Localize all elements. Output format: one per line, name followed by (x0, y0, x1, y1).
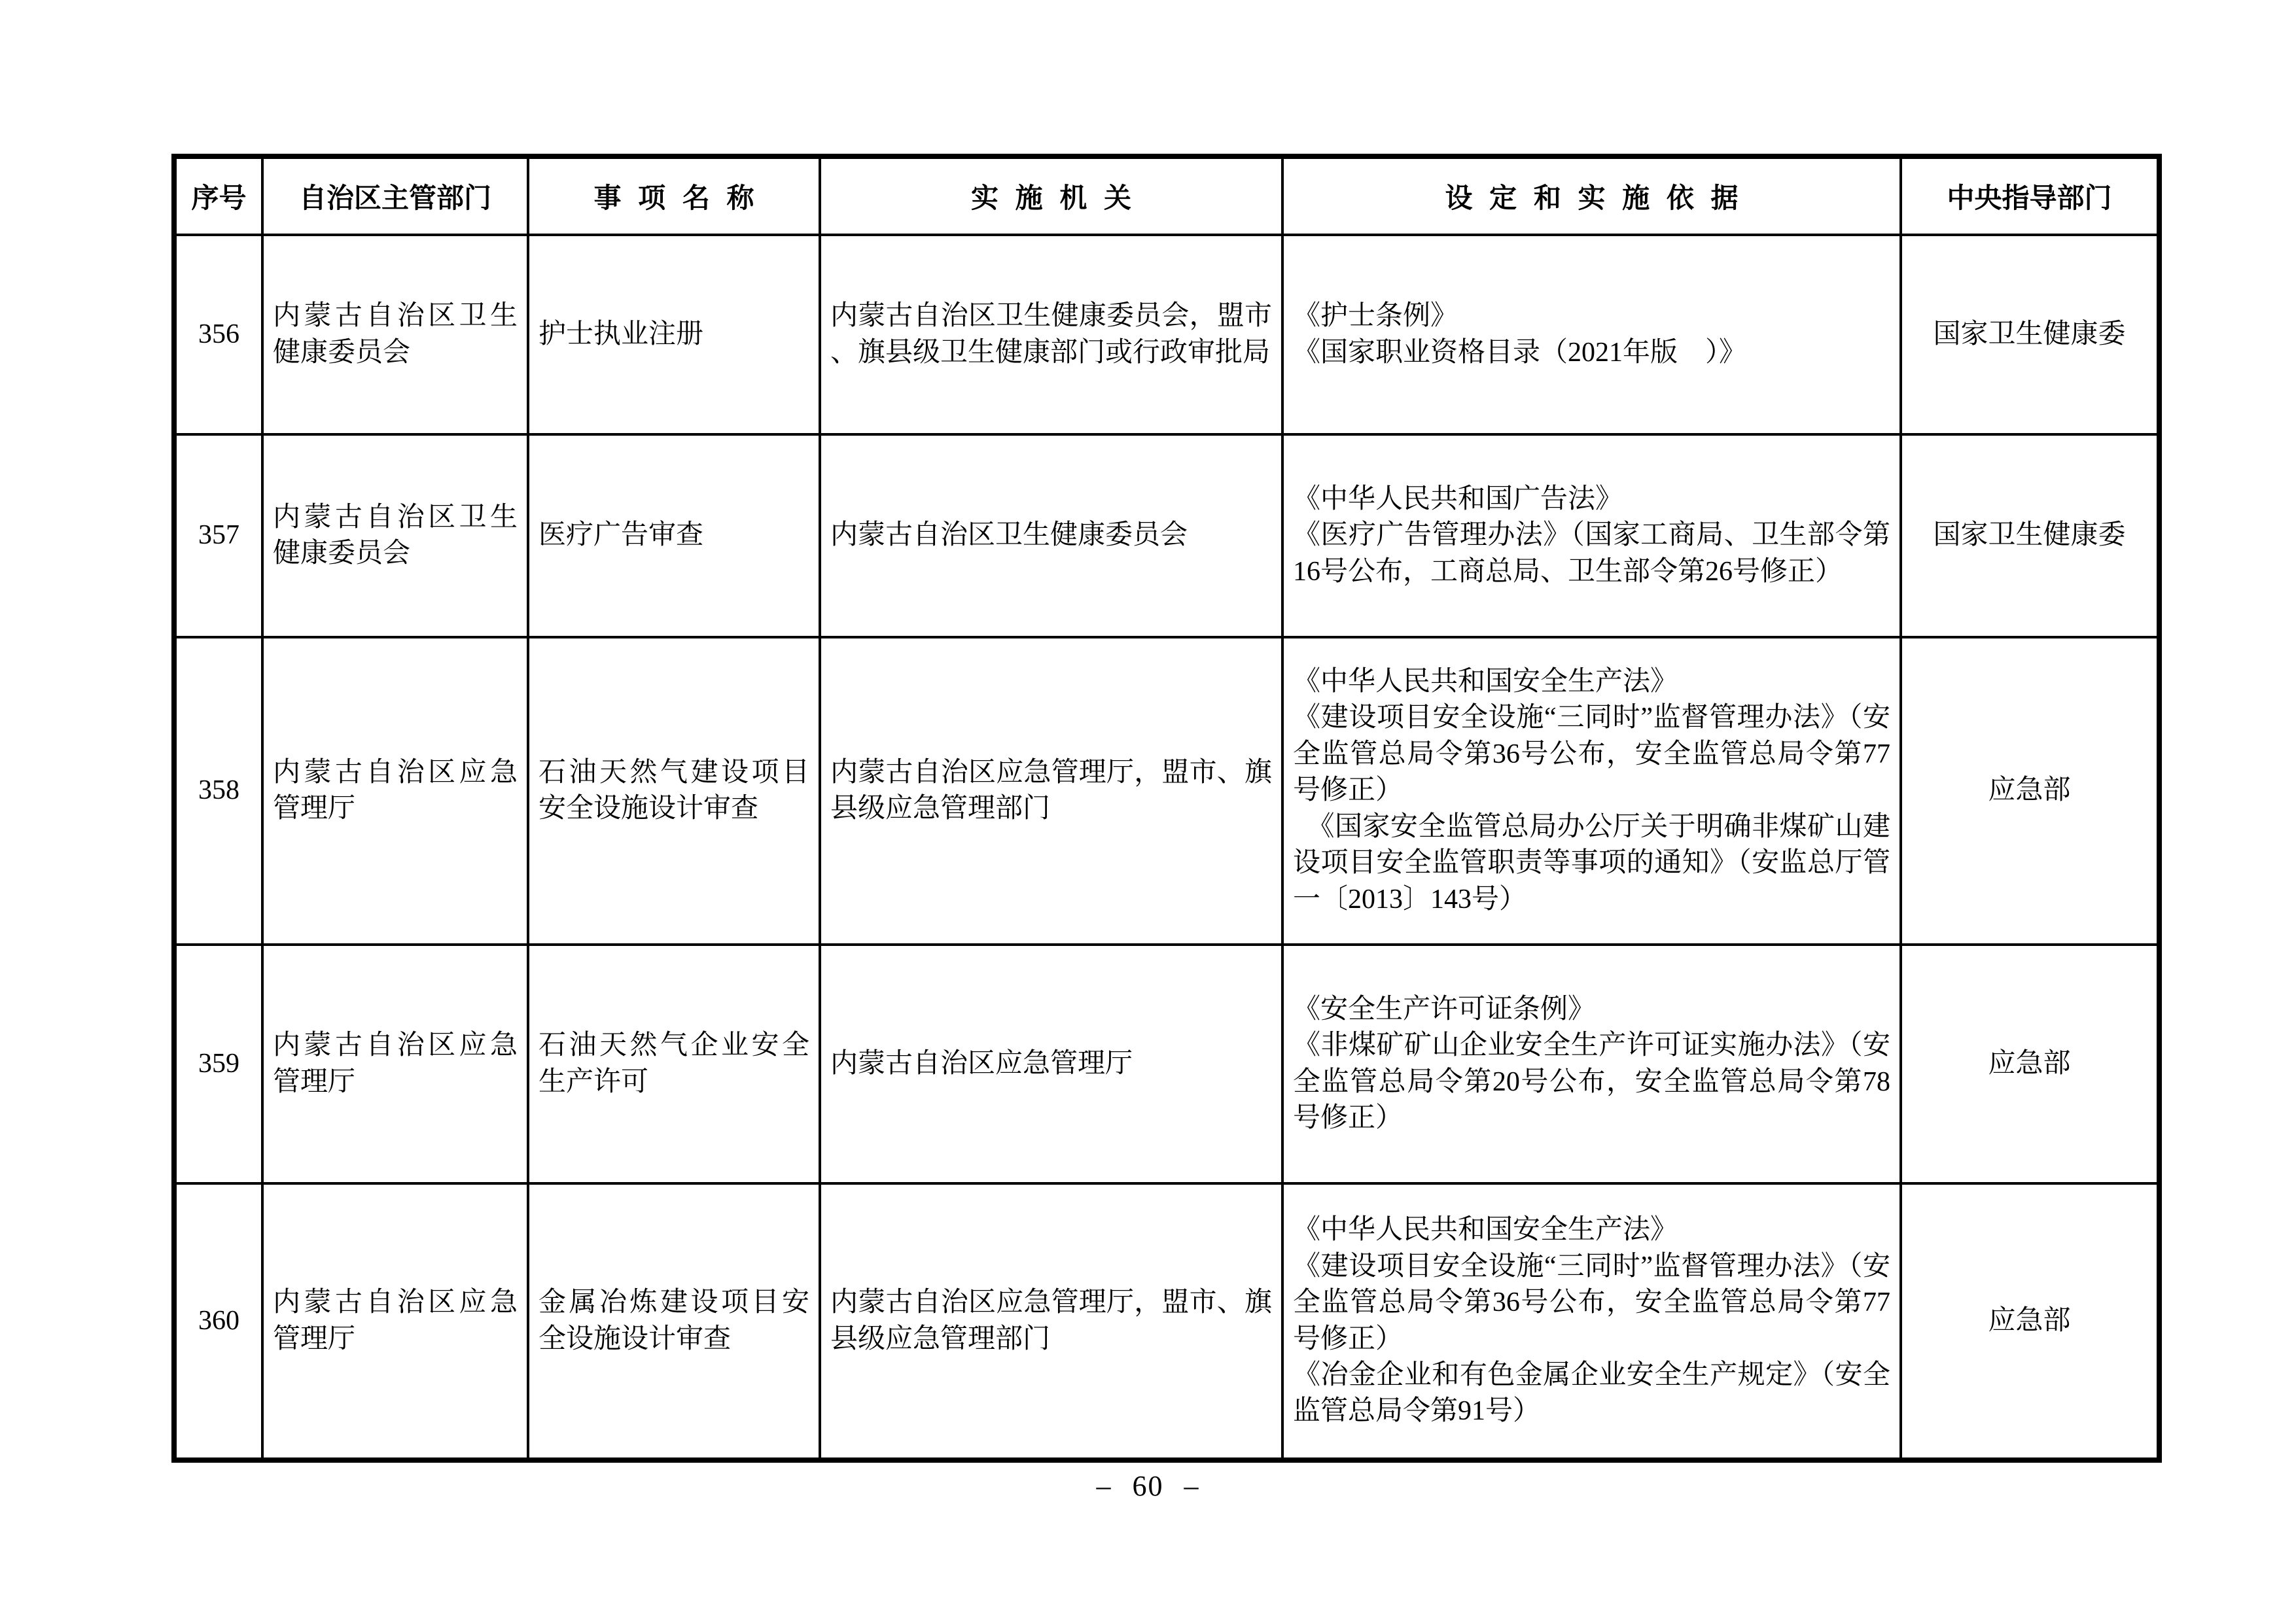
central-department-cell: 应急部 (1901, 637, 2159, 945)
basis-cell (1282, 434, 1901, 637)
serial-cell: 359 (174, 945, 262, 1183)
table-row (174, 945, 2159, 1183)
serial-cell: 360 (174, 1183, 262, 1460)
basis-line: 《中华人民共和国广告法》 (1293, 483, 1623, 514)
header-basis: 设 定 和 实 施 依 据 (1282, 156, 1901, 235)
department-cell: 内蒙古自治区应急管理厅 (262, 637, 528, 945)
central-department-cell: 应急部 (1901, 1183, 2159, 1460)
basis-line: 《护士条例》 (1293, 301, 1458, 332)
implementing-authority-cell: 内蒙古自治区卫生健康委员会 (820, 434, 1282, 637)
item-name-cell: 金属冶炼建设项目安全设施设计审查 (528, 1183, 820, 1460)
item-name-cell: 医疗广告审查 (528, 434, 820, 637)
item-name-cell: 护士执业注册 (528, 235, 820, 434)
approval-items-table (171, 154, 2162, 1463)
basis-cell (1282, 945, 1901, 1183)
serial-cell: 356 (174, 235, 262, 434)
serial-cell: 357 (174, 434, 262, 637)
header-item-name: 事 项 名 称 (528, 156, 820, 235)
basis-line: 《中华人民共和国安全生产法》 (1293, 666, 1678, 697)
page-number: – 60 – (1096, 1470, 1200, 1502)
item-name-cell: 石油天然气企业安全生产许可 (528, 945, 820, 1183)
department-cell: 内蒙古自治区卫生健康委员会 (262, 434, 528, 637)
basis-cell (1282, 235, 1901, 434)
implementing-authority-cell: 内蒙古自治区卫生健康委员会，盟市、旗县级卫生健康部门或行政审批局 (820, 235, 1282, 434)
item-name-cell: 石油天然气建设项目安全设施设计审查 (528, 637, 820, 945)
header-serial: 序号 (174, 156, 262, 235)
header-central-department: 中央指导部门 (1901, 156, 2159, 235)
basis-cell (1282, 1183, 1901, 1460)
central-department-cell: 国家卫生健康委 (1901, 434, 2159, 637)
header-implementing-authority: 实 施 机 关 (820, 156, 1282, 235)
central-department-cell: 国家卫生健康委 (1901, 235, 2159, 434)
basis-line: 《建设项目安全设施“三同时”监督管理办法》（安全监管总局令第36号公布，安全监管总局令第77号修正） (1293, 1251, 1890, 1354)
basis-line: 《国家职业资格目录（2021年版 ）》 (1293, 337, 1747, 368)
basis-cell (1282, 637, 1901, 945)
implementing-authority-cell: 内蒙古自治区应急管理厅 (820, 945, 1282, 1183)
basis-line: 《医疗广告管理办法》（国家工商局、卫生部令第16号公布，工商总局、卫生部令第26号修正） (1293, 520, 1890, 587)
table-row (174, 1183, 2159, 1460)
basis-line: 《非煤矿矿山企业安全生产许可证实施办法》（安全监管总局令第20号公布，安全监管总局令第78号修正） (1293, 1030, 1890, 1133)
table-row (174, 235, 2159, 434)
department-cell: 内蒙古自治区卫生健康委员会 (262, 235, 528, 434)
table-row (174, 637, 2159, 945)
basis-line: 《国家安全监管总局办公厅关于明确非煤矿山建设项目安全监管职责等事项的通知》（安监总厅管一〔2013〕143号） (1293, 811, 1890, 915)
table-row (174, 434, 2159, 637)
basis-line: 《建设项目安全设施“三同时”监督管理办法》（安全监管总局令第36号公布，安全监管总局令第77号修正） (1293, 703, 1890, 806)
implementing-authority-cell: 内蒙古自治区应急管理厅，盟市、旗县级应急管理部门 (820, 637, 1282, 945)
basis-line: 《冶金企业和有色金属企业安全生产规定》（安全监管总局令第91号） (1293, 1359, 1890, 1427)
basis-line: 《中华人民共和国安全生产法》 (1293, 1215, 1678, 1246)
table-header-row (174, 156, 2159, 235)
serial-cell: 358 (174, 637, 262, 945)
central-department-cell: 应急部 (1901, 945, 2159, 1183)
department-cell: 内蒙古自治区应急管理厅 (262, 945, 528, 1183)
basis-line: 《安全生产许可证条例》 (1293, 994, 1596, 1024)
department-cell: 内蒙古自治区应急管理厅 (262, 1183, 528, 1460)
header-department: 自治区主管部门 (262, 156, 528, 235)
implementing-authority-cell: 内蒙古自治区应急管理厅，盟市、旗县级应急管理部门 (820, 1183, 1282, 1460)
